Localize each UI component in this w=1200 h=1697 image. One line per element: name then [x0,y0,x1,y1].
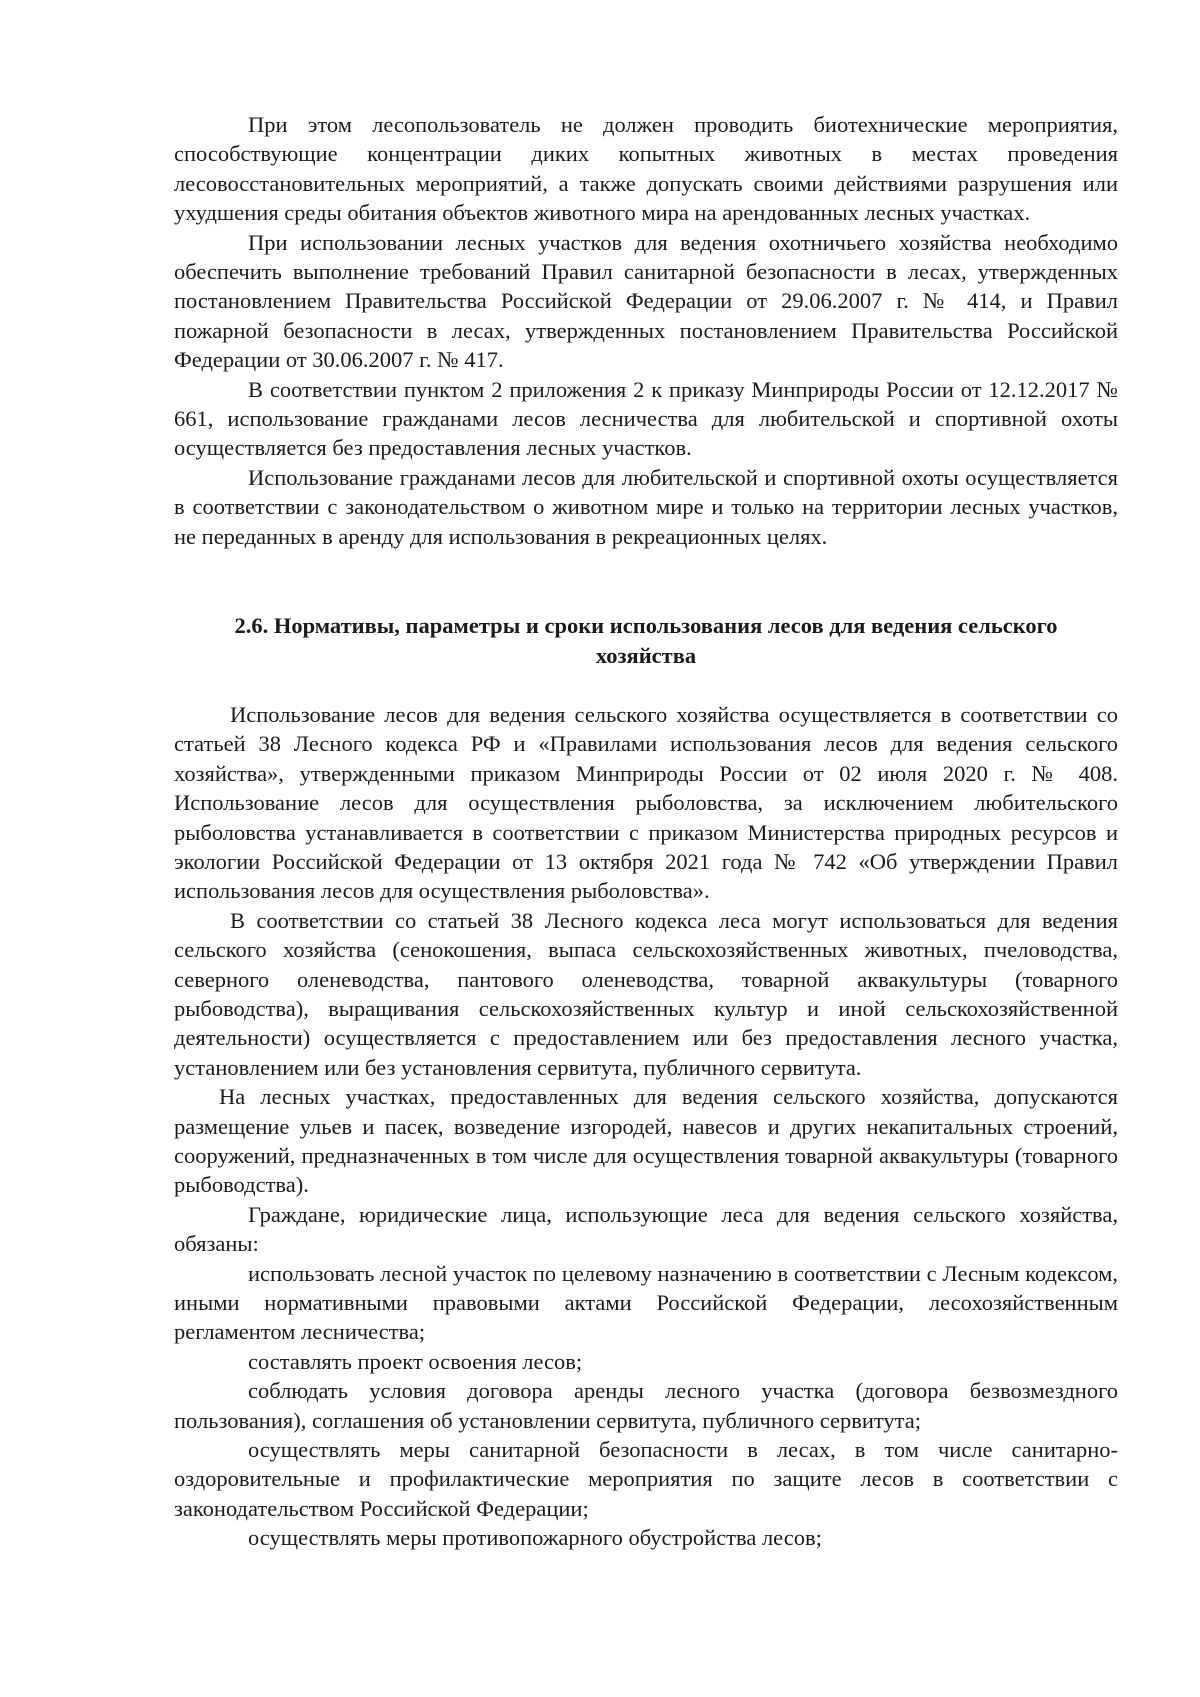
section-heading-line-1: 2.6. Нормативы, параметры и сроки использования лесов для ведения сельского [234,613,1058,639]
paragraph-order-661: В соответствии пунктом 2 приложения 2 к приказу Минприроды России от 12.12.2017 № 661, использование гражданами лесов лесничества для любительской и спортивной охоты осуществляется без предоставления лесных участков. [174,376,1118,461]
paragraph-permitted-structures: На лесных участках, предоставленных для ведения сельского хозяйства, допускаются размещение ульев и пасек, возведение изгородей, навесов и других некапитальных строений, сооружений, предназначенных в том числе для осуществления товарной аквакультуры (товарного рыбоводства). [174,1084,1118,1198]
paragraph-hunting-requirements: При использовании лесных участков для ведения охотничьего хозяйства необходимо обеспечить выполнение требований Правил санитарной безопасности в лесах, утвержденных постановлением Правительства Российской Федерации от 29.06.2007 г. № 414, и Правил пожарной безопасности в лесах, утвержденных постановлением Правительства Российской Федерации от 30.06.2007 г. № 417. [174,229,1118,373]
paragraph-article-38: В соответствии со статьей 38 Лесного кодекса леса могут использоваться для ведения сельского хозяйства (сенокошения, выпаса сельскохозяйственных животных, пчеловодства, северного оленеводства, пантового оленеводства, товарной аквакультуры (товарного рыбоводства), выращивания сельскохозяйственных культур и иной сельскохозяйственной деятельности) осуществляется с предоставлением или без предоставления лесного участка, установлением или без установления сервитута, публичного сервитута. [174,907,1118,1080]
paragraph-agriculture-rules: Использование лесов для ведения сельского хозяйства осуществляется в соответствии со статьей 38 Лесного кодекса РФ и «Правилами использования лесов для ведения сельского хозяйства», утвержденными приказом Минприроды России от 02 июля 2020 г. № 408. Использование лесов для осуществления рыболовства, за исключением любительского рыболовства устанавливается в соответствии с приказом Министерства природных ресурсов и экологии Российской Федерации от 13 октября 2021 года № 742 «Об утверждении Правил использования лесов для осуществления рыболовства». [174,701,1118,904]
paragraph-obligations-intro: Граждане, юридические лица, использующие леса для ведения сельского хозяйства, обязаны: [174,1201,1118,1257]
list-item: соблюдать условия договора аренды лесного участка (договора безвозмездного пользования), соглашения об установлении сервитута, публичного сервитута; [174,1378,1118,1433]
list-item: осуществлять меры санитарной безопасности в лесах, в том числе санитарно-оздоровительные и профилактические мероприятия по защите лесов в соответствии с законодательством Российской Федерации; [174,1437,1118,1521]
section-heading [174,611,1118,670]
paragraph-biotech-measures: При этом лесопользователь не должен проводить биотехнические мероприятия, способствующие концентрации диких копытных животных в местах проведения лесовосстановительных мероприятий, а также допускать своими действиями разрушения или ухудшения среды обитания объектов животного мира на арендованных лесных участках. [174,112,1118,226]
list-item: использовать лесной участок по целевому назначению в соответствии с Лесным кодексом, иными нормативными правовыми актами Российской Федерации, лесохозяйственным регламентом лесничества; [174,1260,1118,1345]
paragraph-citizen-hunting: Использование гражданами лесов для любительской и спортивной охоты осуществляется в соответствии с законодательством о животном мире и только на территории лесных участков, не переданных в аренду для использования в рекреационных целях. [174,464,1118,549]
list-item: составлять проект освоения лесов; [248,1348,583,1374]
section-heading-line-2: хозяйства [595,642,697,668]
document-body [174,110,1118,1553]
list-item: осуществлять меры противопожарного обустройства лесов; [248,1525,822,1551]
